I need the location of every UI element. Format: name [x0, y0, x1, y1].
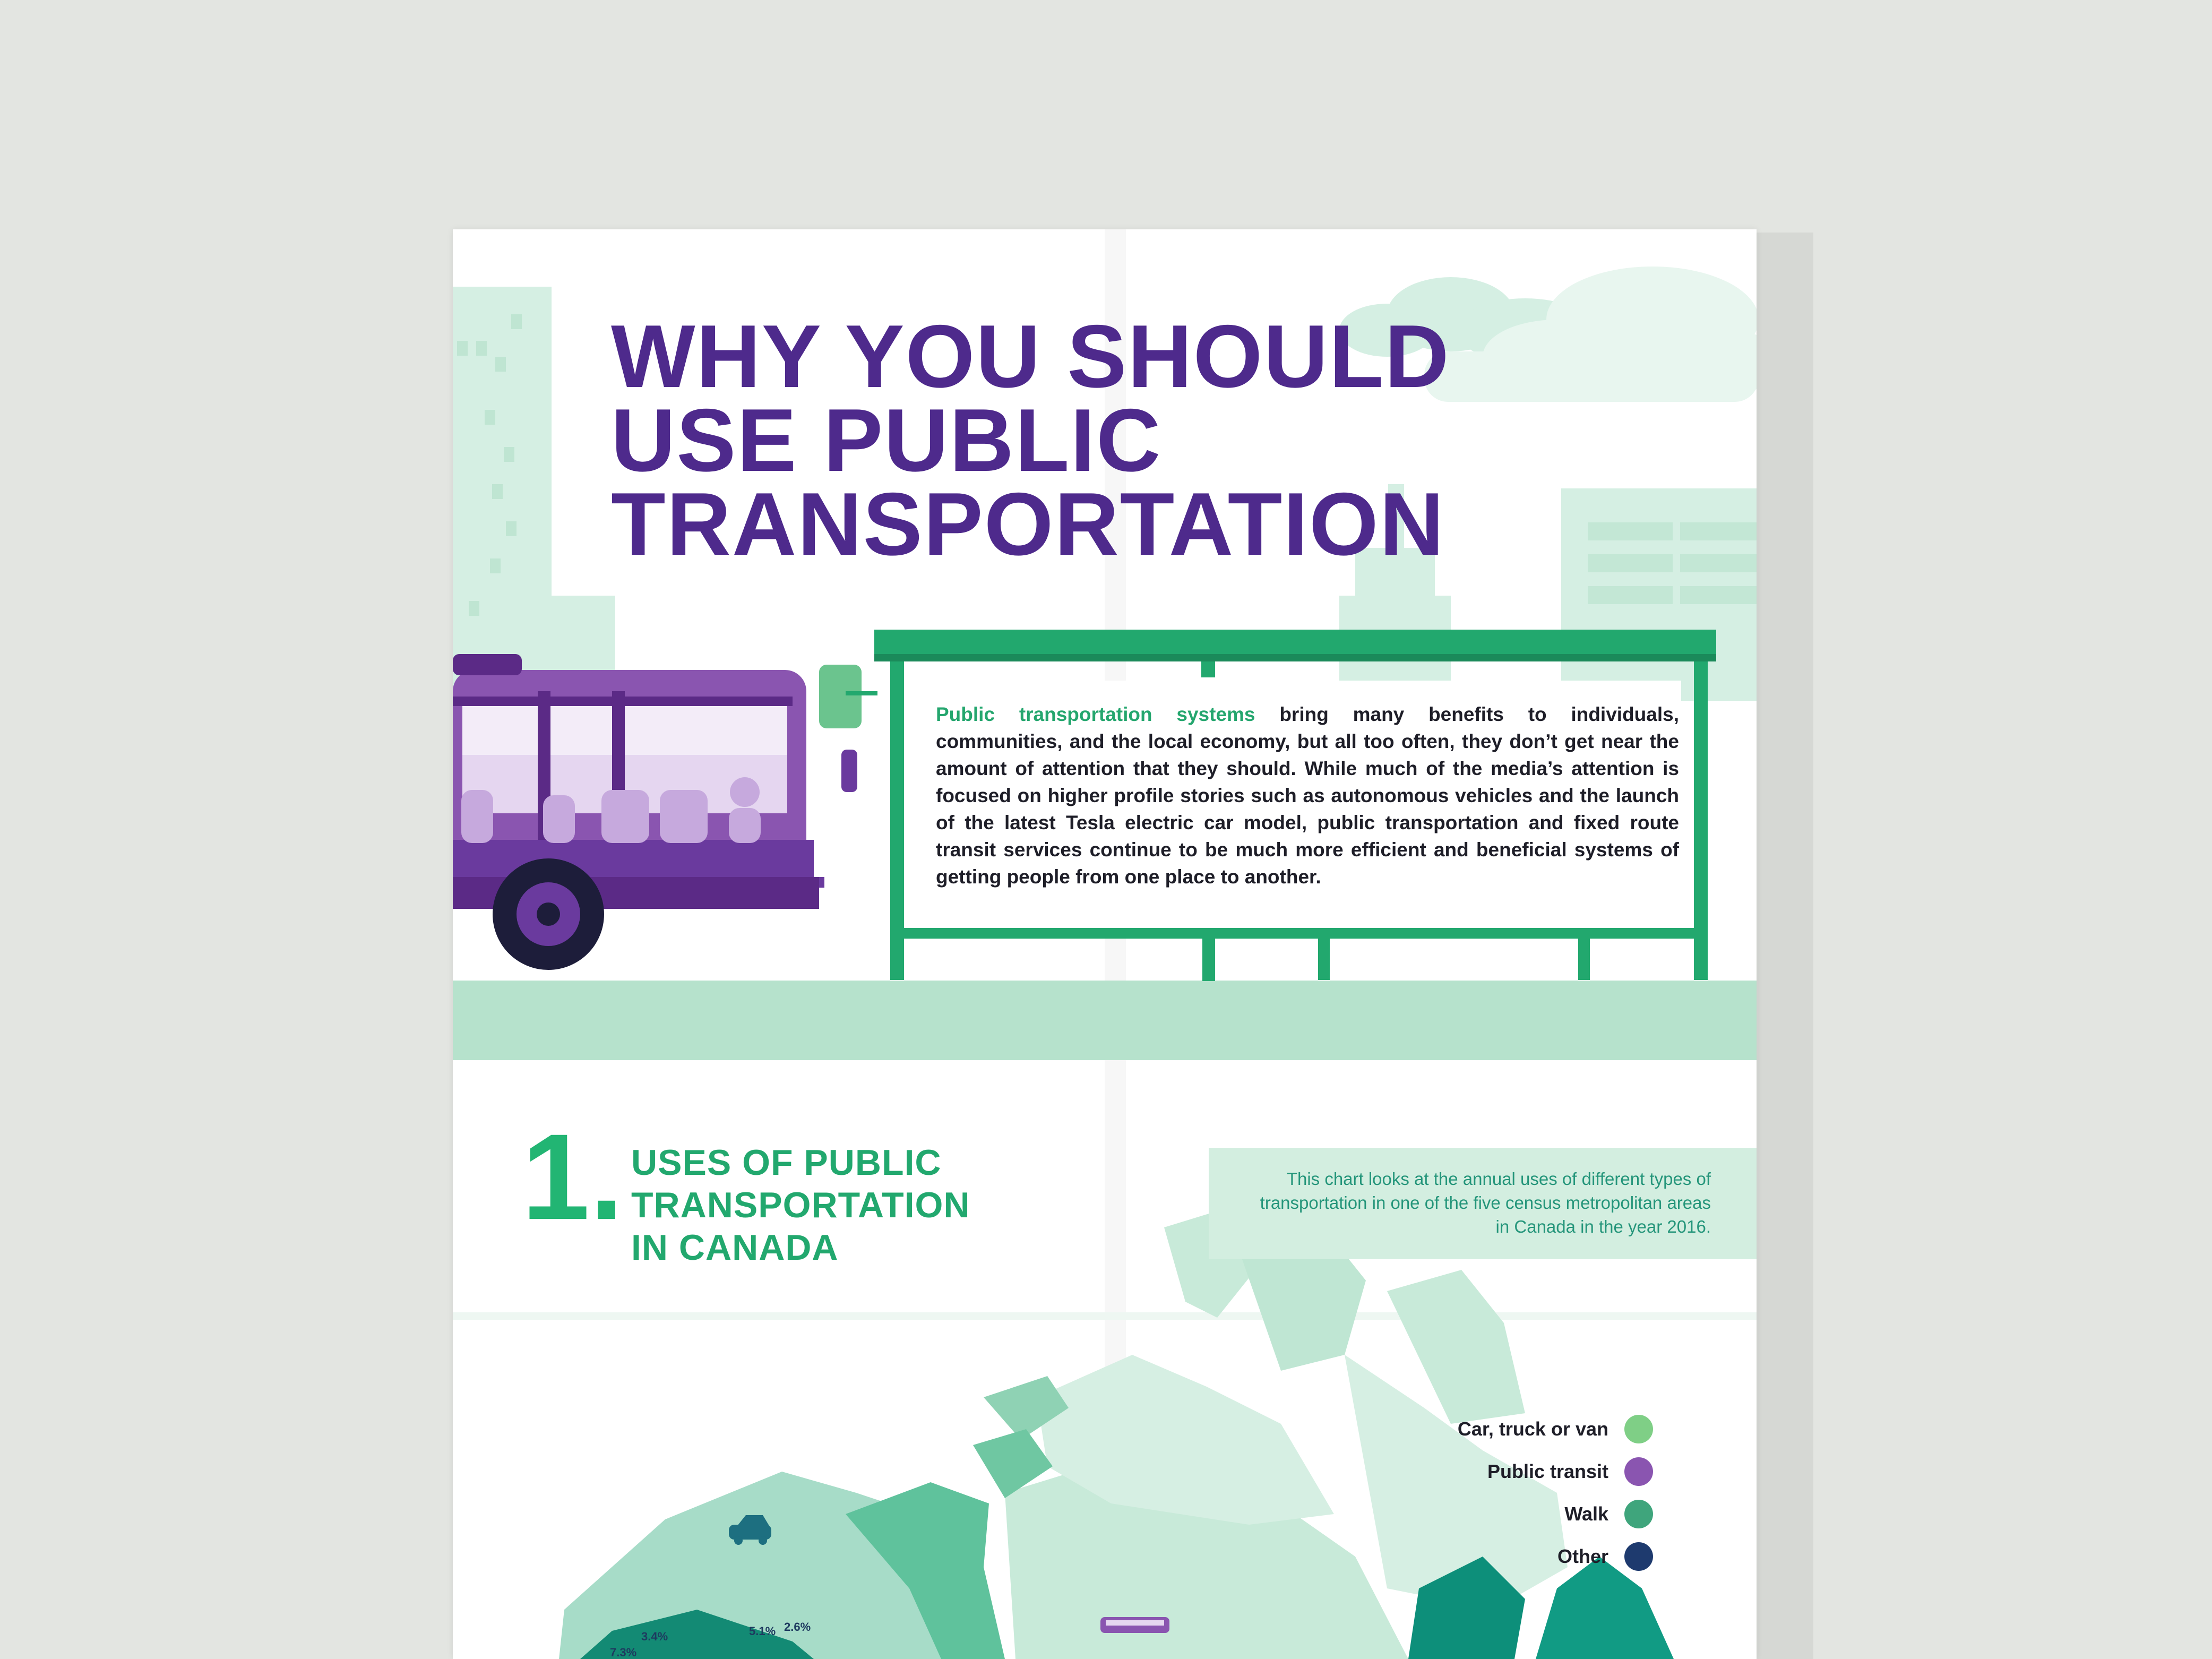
bus-icon [453, 654, 877, 970]
legend-swatch [1624, 1457, 1653, 1486]
section-number: 1. [522, 1108, 624, 1245]
poster-title: WHY YOU SHOULD USE PUBLIC TRANSPORTATION [611, 306, 1450, 574]
legend-swatch [1624, 1500, 1653, 1528]
chart-note: This chart looks at the annual uses of different types of transportation in one of the five census metropolitan areas in Canada in the year 2016. [1260, 1169, 1711, 1236]
map-label-percent: 3.4% [641, 1630, 668, 1643]
legend-swatch [1624, 1415, 1653, 1443]
legend-label: Public transit [1487, 1460, 1608, 1482]
legend-label: Car, truck or van [1457, 1418, 1608, 1440]
legend-item-transit [1458, 1450, 1653, 1493]
legend-label: Other [1557, 1545, 1608, 1567]
map-legend [1458, 1408, 1653, 1578]
legend-swatch [1624, 1542, 1653, 1571]
intro-paragraph [936, 701, 1679, 890]
intro-body: bring many benefits to individuals, communities, and the local economy, but all too often, they don’t get near the amount of attention that they should. While much of the media’s attention is focused on higher profile stories such as autonomous vehicles and the launch of the latest Tesla electric car model, public transportation and fixed route transit services continue to be much more efficient and beneficial systems of getting people from one place to another. [936, 703, 1679, 888]
map-label-percent: 5.1% [749, 1624, 776, 1638]
map-label-percent: 7.3% [610, 1646, 637, 1659]
legend-label: Walk [1564, 1503, 1608, 1525]
map-bus-icon [1100, 1617, 1169, 1633]
legend-item-walk [1458, 1493, 1653, 1535]
poster [453, 229, 1757, 1659]
intro-highlight: Public transportation systems [936, 703, 1255, 725]
legend-item-other [1458, 1535, 1653, 1578]
map-label-percent: 2.6% [784, 1620, 811, 1634]
legend-item-car [1458, 1408, 1653, 1450]
section-title: USES OF PUBLIC TRANSPORTATION IN CANADA [631, 1142, 970, 1268]
